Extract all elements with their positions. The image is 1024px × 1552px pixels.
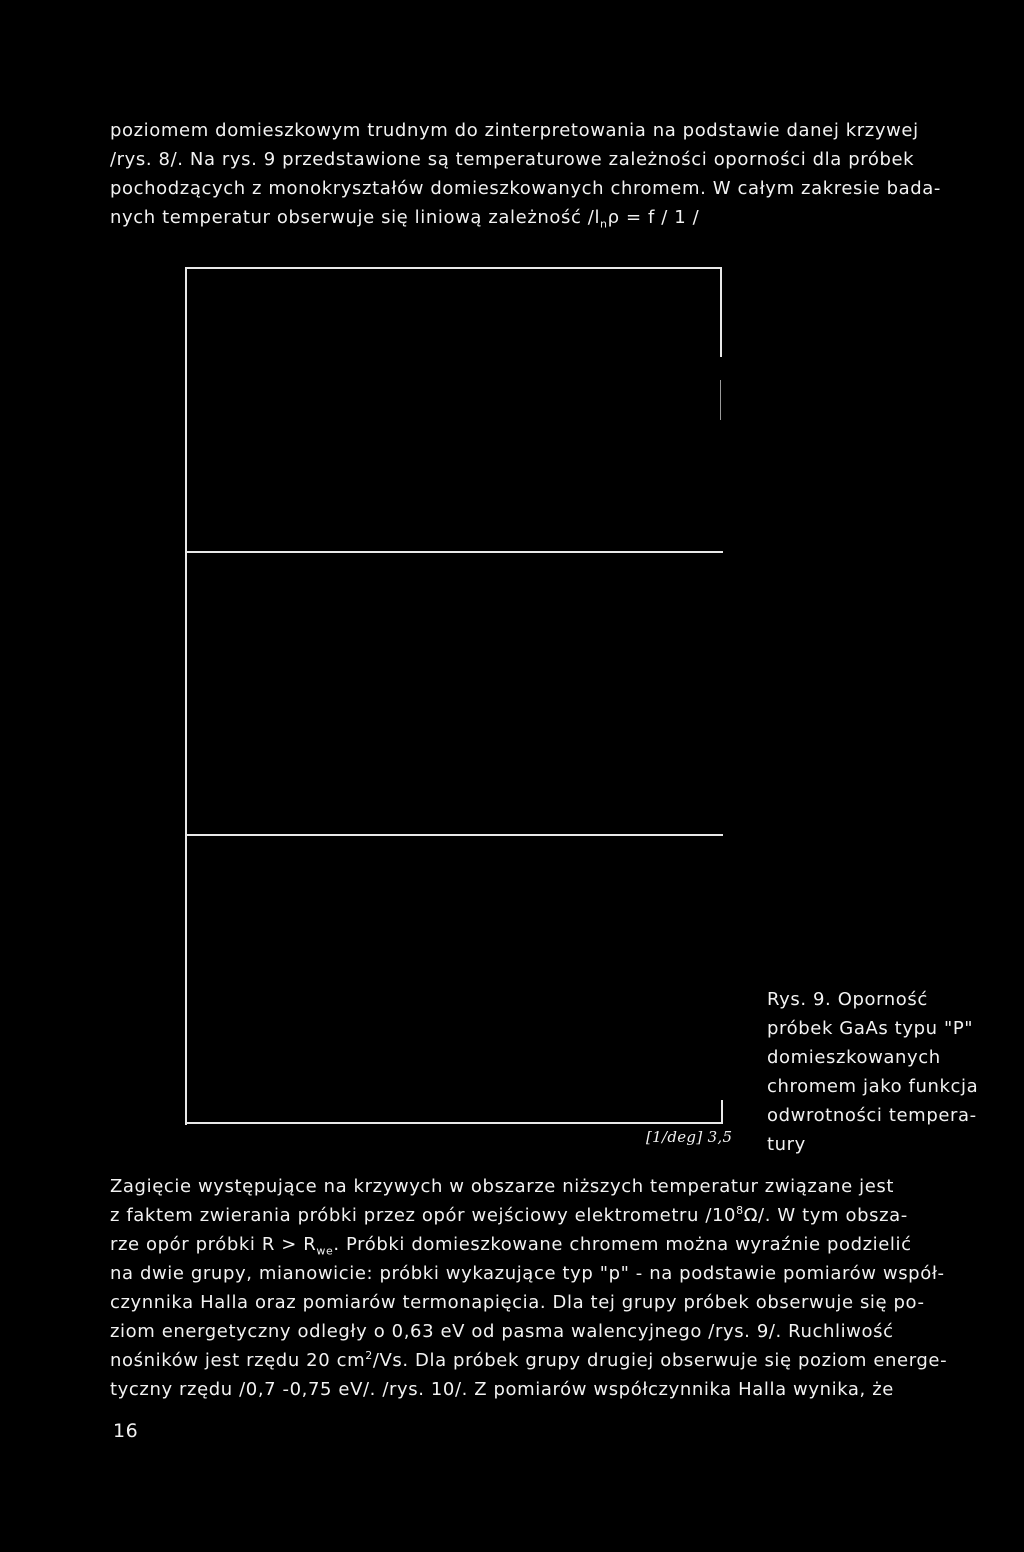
bottom-line-7-suffix: /Vs. Dla próbek grupy drugiej obserwuje się poziom energe- bbox=[372, 1350, 948, 1371]
bottom-paragraph-line-6: ziom energetyczny odległy o 0,63 eV od pasma walencyjnego /rys. 9/. Ruchliwość bbox=[110, 1321, 894, 1342]
x-axis-label bbox=[646, 1128, 732, 1146]
caption-line-2: próbek GaAs typu "P" bbox=[767, 1018, 974, 1039]
bottom-paragraph-line-4: na dwie grupy, mianowicie: próbki wykazujące typ "p" - na podstawie pomiarów współ- bbox=[110, 1263, 945, 1284]
bottom-line-3-subscript: we bbox=[316, 1244, 334, 1258]
bottom-paragraph-line-5: czynnika Halla oraz pomiarów termonapięcia. Dla tej grupy próbek obserwuje się po- bbox=[110, 1292, 925, 1313]
figure-divider-1 bbox=[185, 551, 723, 553]
top-paragraph-line-4 bbox=[110, 203, 941, 232]
bottom-line-2-suffix: Ω/. W tym obsza- bbox=[743, 1205, 908, 1226]
bottom-line-2-superscript: 8 bbox=[736, 1204, 744, 1217]
top-line-4-suffix: ρ = f / 1 / bbox=[607, 207, 700, 228]
bottom-paragraph-line-2 bbox=[110, 1201, 947, 1230]
caption-line-3: domieszkowanych bbox=[767, 1047, 941, 1068]
bottom-line-7-prefix: nośników jest rzędu 20 cm bbox=[110, 1350, 366, 1371]
bottom-line-3-suffix: . Próbki domieszkowane chromem można wyraźnie podzielić bbox=[333, 1234, 912, 1255]
top-paragraph-line-3: pochodzących z monokryształów domieszkowanych chromem. W całym zakresie bada- bbox=[110, 178, 941, 199]
caption-line-1: Rys. 9. Oporność bbox=[767, 989, 928, 1010]
caption-line-6: tury bbox=[767, 1134, 806, 1155]
bottom-paragraph-line-3 bbox=[110, 1230, 947, 1259]
bottom-paragraph bbox=[110, 1172, 947, 1404]
top-paragraph-line-1: poziomem domieszkowym trudnym do zinterpretowania na podstawie danej krzywej bbox=[110, 120, 919, 141]
bottom-line-3-prefix: rze opór próbki R > R bbox=[110, 1234, 317, 1255]
figure-caption bbox=[767, 985, 978, 1159]
figure-bottom-axis bbox=[185, 1122, 721, 1124]
figure-right-edge-mid bbox=[720, 380, 721, 420]
figure-right-edge-top bbox=[720, 267, 722, 357]
bottom-line-7-superscript: 2 bbox=[365, 1349, 373, 1362]
caption-line-5: odwrotności tempera- bbox=[767, 1105, 977, 1126]
top-line-4-prefix: nych temperatur obserwuje się liniową zależność /l bbox=[110, 207, 601, 228]
x-axis-unit: [1/deg] bbox=[646, 1128, 703, 1146]
caption-line-4: chromem jako funkcja bbox=[767, 1076, 979, 1097]
bottom-paragraph-line-1: Zagięcie występujące na krzywych w obszarze niższych temperatur związane jest bbox=[110, 1176, 895, 1197]
top-paragraph bbox=[110, 116, 941, 232]
bottom-paragraph-line-7 bbox=[110, 1346, 947, 1375]
figure-right-edge-bottom bbox=[721, 1100, 723, 1124]
figure-divider-2 bbox=[185, 834, 723, 836]
page-number: 16 bbox=[113, 1420, 139, 1442]
top-paragraph-line-2: /rys. 8/. Na rys. 9 przedstawione są temperaturowe zależności oporności dla próbek bbox=[110, 149, 915, 170]
bottom-paragraph-line-8: tyczny rzędu /0,7 -0,75 eV/. /rys. 10/. Z pomiarów współczynnika Halla wynika, że bbox=[110, 1379, 894, 1400]
bottom-line-2-prefix: z faktem zwierania próbki przez opór wejściowy elektrometru /10 bbox=[110, 1205, 737, 1226]
top-line-4-subscript: n bbox=[600, 217, 608, 231]
x-axis-tick-value: 3,5 bbox=[707, 1128, 733, 1146]
figure-frame bbox=[185, 267, 722, 1125]
